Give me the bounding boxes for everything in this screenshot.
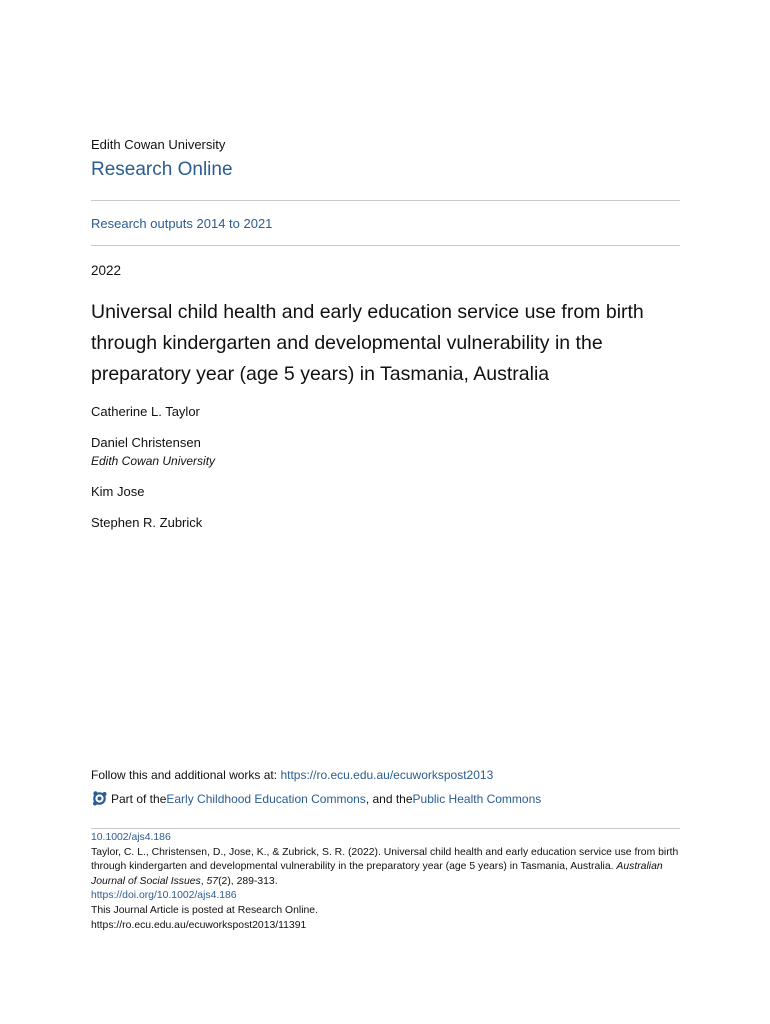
citation-journal: Australian Journal of Social Issues bbox=[91, 861, 663, 887]
early-childhood-commons-link[interactable]: Early Childhood Education Commons bbox=[166, 791, 366, 806]
partof-prefix: Part of the bbox=[111, 791, 167, 806]
citation-authors-title: Taylor, C. L., Christensen, D., Jose, K., & Zubrick, S. R. (2022). Universal child health and early education service use from birth through kindergarten and developmental vulnerability in the preparatory year (age 5 years) in Tasmania, Australia. bbox=[91, 846, 679, 873]
follow-prefix: Follow this and additional works at: bbox=[91, 768, 281, 782]
author-affiliation: Edith Cowan University bbox=[91, 454, 216, 468]
doi-url-link[interactable]: https://doi.org/10.1002/ajs4.186 bbox=[91, 890, 237, 902]
author-name: Daniel Christensen bbox=[91, 435, 201, 450]
partof-middle: , and the bbox=[365, 791, 413, 806]
publication-year: 2022 bbox=[91, 263, 122, 278]
header-divider-top bbox=[91, 200, 680, 201]
article-title: Universal child health and early education service use from birth through kindergarten and developmental vulnerability in the preparatory year (age 5 years) in Tasmania, Australia bbox=[91, 301, 644, 385]
institution-name: Edith Cowan University bbox=[91, 137, 226, 152]
follow-url-link[interactable]: https://ro.ecu.edu.au/ecuworkspost2013 bbox=[280, 768, 494, 782]
repository-link[interactable]: Research Online bbox=[91, 159, 233, 180]
citation-divider bbox=[91, 828, 680, 829]
author-name: Stephen R. Zubrick bbox=[91, 515, 203, 530]
handle-url: https://ro.ecu.edu.au/ecuworkspost2013/11391 bbox=[91, 919, 307, 931]
citation-block bbox=[91, 831, 681, 933]
part-of-line bbox=[91, 790, 541, 807]
doi-short-link[interactable]: 10.1002/ajs4.186 bbox=[91, 832, 171, 843]
citation-separator: , bbox=[200, 875, 207, 887]
follow-line bbox=[91, 768, 493, 782]
collection-link[interactable]: Research outputs 2014 to 2021 bbox=[91, 216, 273, 231]
author-name: Kim Jose bbox=[91, 484, 145, 499]
citation-text bbox=[91, 846, 681, 890]
public-health-commons-link[interactable]: Public Health Commons bbox=[412, 791, 542, 806]
posted-note: This Journal Article is posted at Research Online. bbox=[91, 904, 318, 916]
citation-issue-pages: (2), 289-313. bbox=[218, 875, 278, 887]
commons-network-icon bbox=[91, 790, 108, 807]
citation-volume: 57 bbox=[206, 875, 219, 887]
author-name: Catherine L. Taylor bbox=[91, 404, 200, 419]
header-divider-bottom bbox=[91, 245, 680, 246]
